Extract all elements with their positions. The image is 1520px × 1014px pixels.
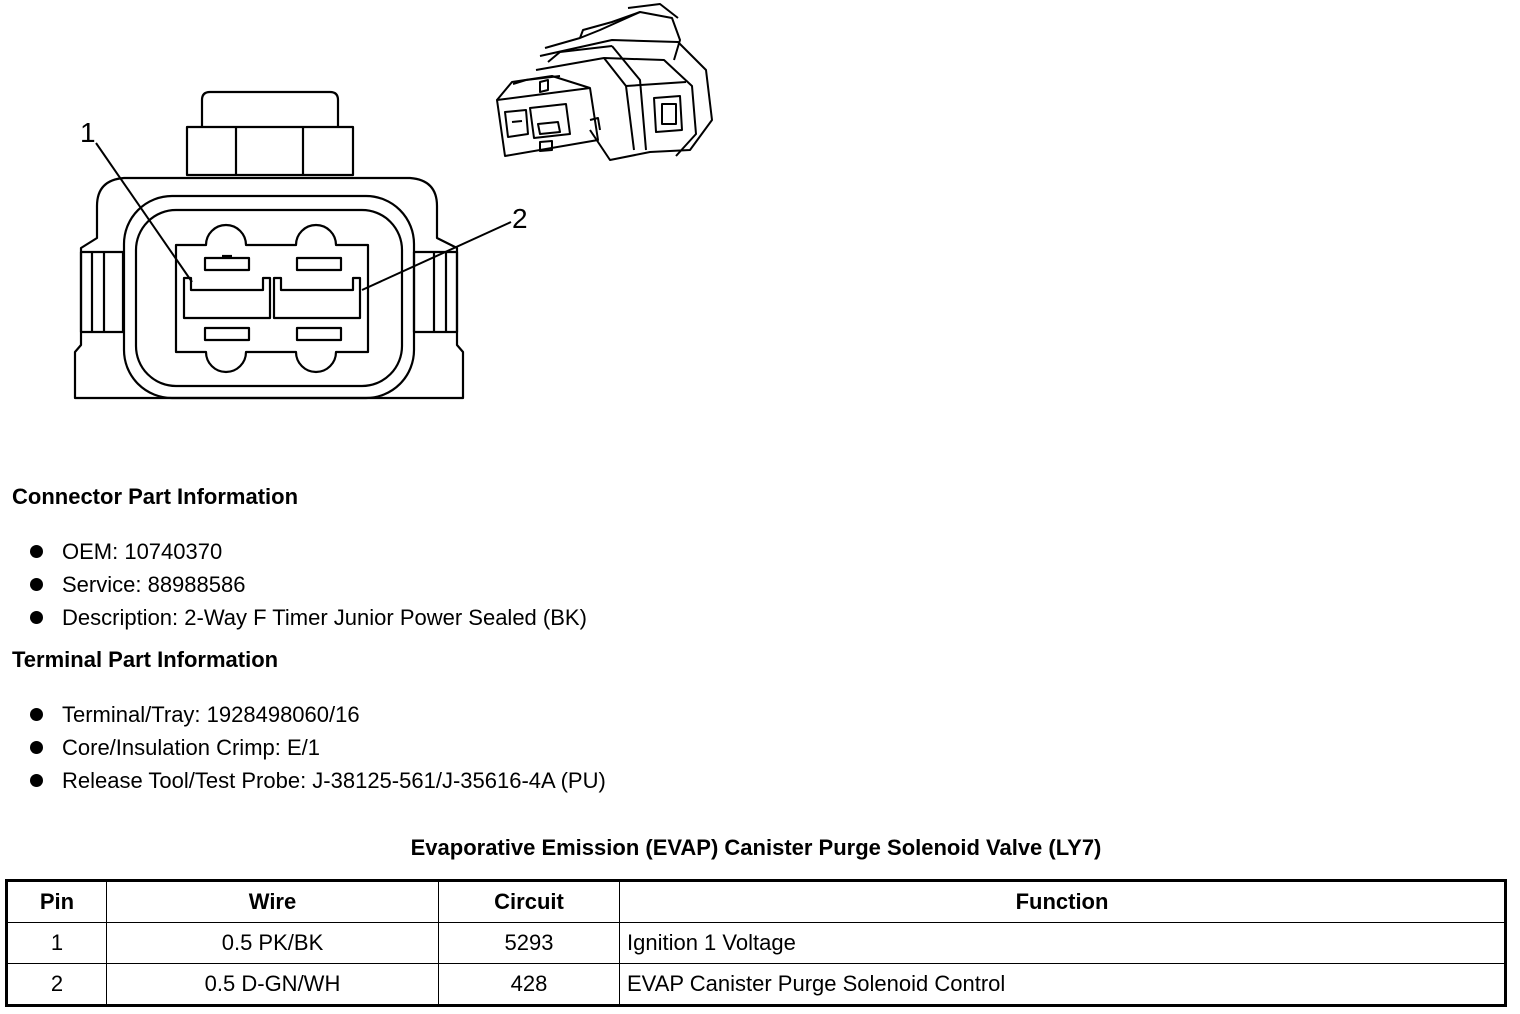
table-row: [7, 923, 1506, 964]
list-item-text: Terminal/Tray: 1928498060/16: [62, 702, 360, 727]
table-header-row: [7, 881, 1506, 923]
column-header-circuit: Circuit: [439, 881, 620, 923]
column-header-function: Function: [620, 881, 1506, 923]
bullet-icon: [30, 774, 43, 787]
list-item: [30, 698, 606, 731]
bullet-icon: [30, 741, 43, 754]
terminal-cavity-2: [274, 258, 360, 340]
table-row: [7, 964, 1506, 1006]
callout-2-label: 2: [512, 203, 528, 234]
list-item: [30, 731, 606, 764]
cell-function: Ignition 1 Voltage: [620, 923, 1506, 964]
bullet-icon: [30, 578, 43, 591]
cell-wire: 0.5 PK/BK: [107, 923, 439, 964]
connector-info-heading: Connector Part Information: [12, 484, 299, 509]
cell-circuit: 428: [439, 964, 620, 1006]
bullet-icon: [30, 611, 43, 624]
list-item: [30, 568, 587, 601]
column-header-wire: Wire: [107, 881, 439, 923]
bullet-icon: [30, 708, 43, 721]
list-item-text: Release Tool/Test Probe: J-38125-561/J-35616-4A (PU): [62, 768, 606, 793]
connector-isometric-view: [497, 4, 712, 160]
cell-pin: 1: [7, 923, 107, 964]
column-header-pin: Pin: [7, 881, 107, 923]
terminal-cavity-1: [184, 256, 270, 340]
callout-1-leader: [96, 143, 192, 282]
terminal-cavity-outline: [176, 225, 368, 372]
cell-circuit: 5293: [439, 923, 620, 964]
callout-1-label: 1: [80, 117, 96, 148]
connector-latch: [187, 92, 353, 175]
cell-pin: 2: [7, 964, 107, 1006]
list-item: [30, 601, 587, 634]
pinout-table-title: Evaporative Emission (EVAP) Canister Purge Solenoid Valve (LY7): [410, 835, 1102, 860]
connector-info-list: [30, 535, 587, 634]
list-item-text: Service: 88988586: [62, 572, 246, 597]
list-item-text: Core/Insulation Crimp: E/1: [62, 735, 320, 760]
list-item: [30, 764, 606, 797]
terminal-info-heading: Terminal Part Information: [12, 647, 279, 672]
list-item-text: Description: 2-Way F Timer Junior Power Sealed (BK): [62, 605, 587, 630]
connector-diagram: [0, 0, 760, 420]
pinout-table: [5, 879, 1507, 1007]
terminal-info-list: [30, 698, 606, 797]
list-item: [30, 535, 587, 568]
list-item-text: OEM: 10740370: [62, 539, 223, 564]
cell-function: EVAP Canister Purge Solenoid Control: [620, 964, 1506, 1006]
cell-wire: 0.5 D-GN/WH: [107, 964, 439, 1006]
bullet-icon: [30, 545, 43, 558]
